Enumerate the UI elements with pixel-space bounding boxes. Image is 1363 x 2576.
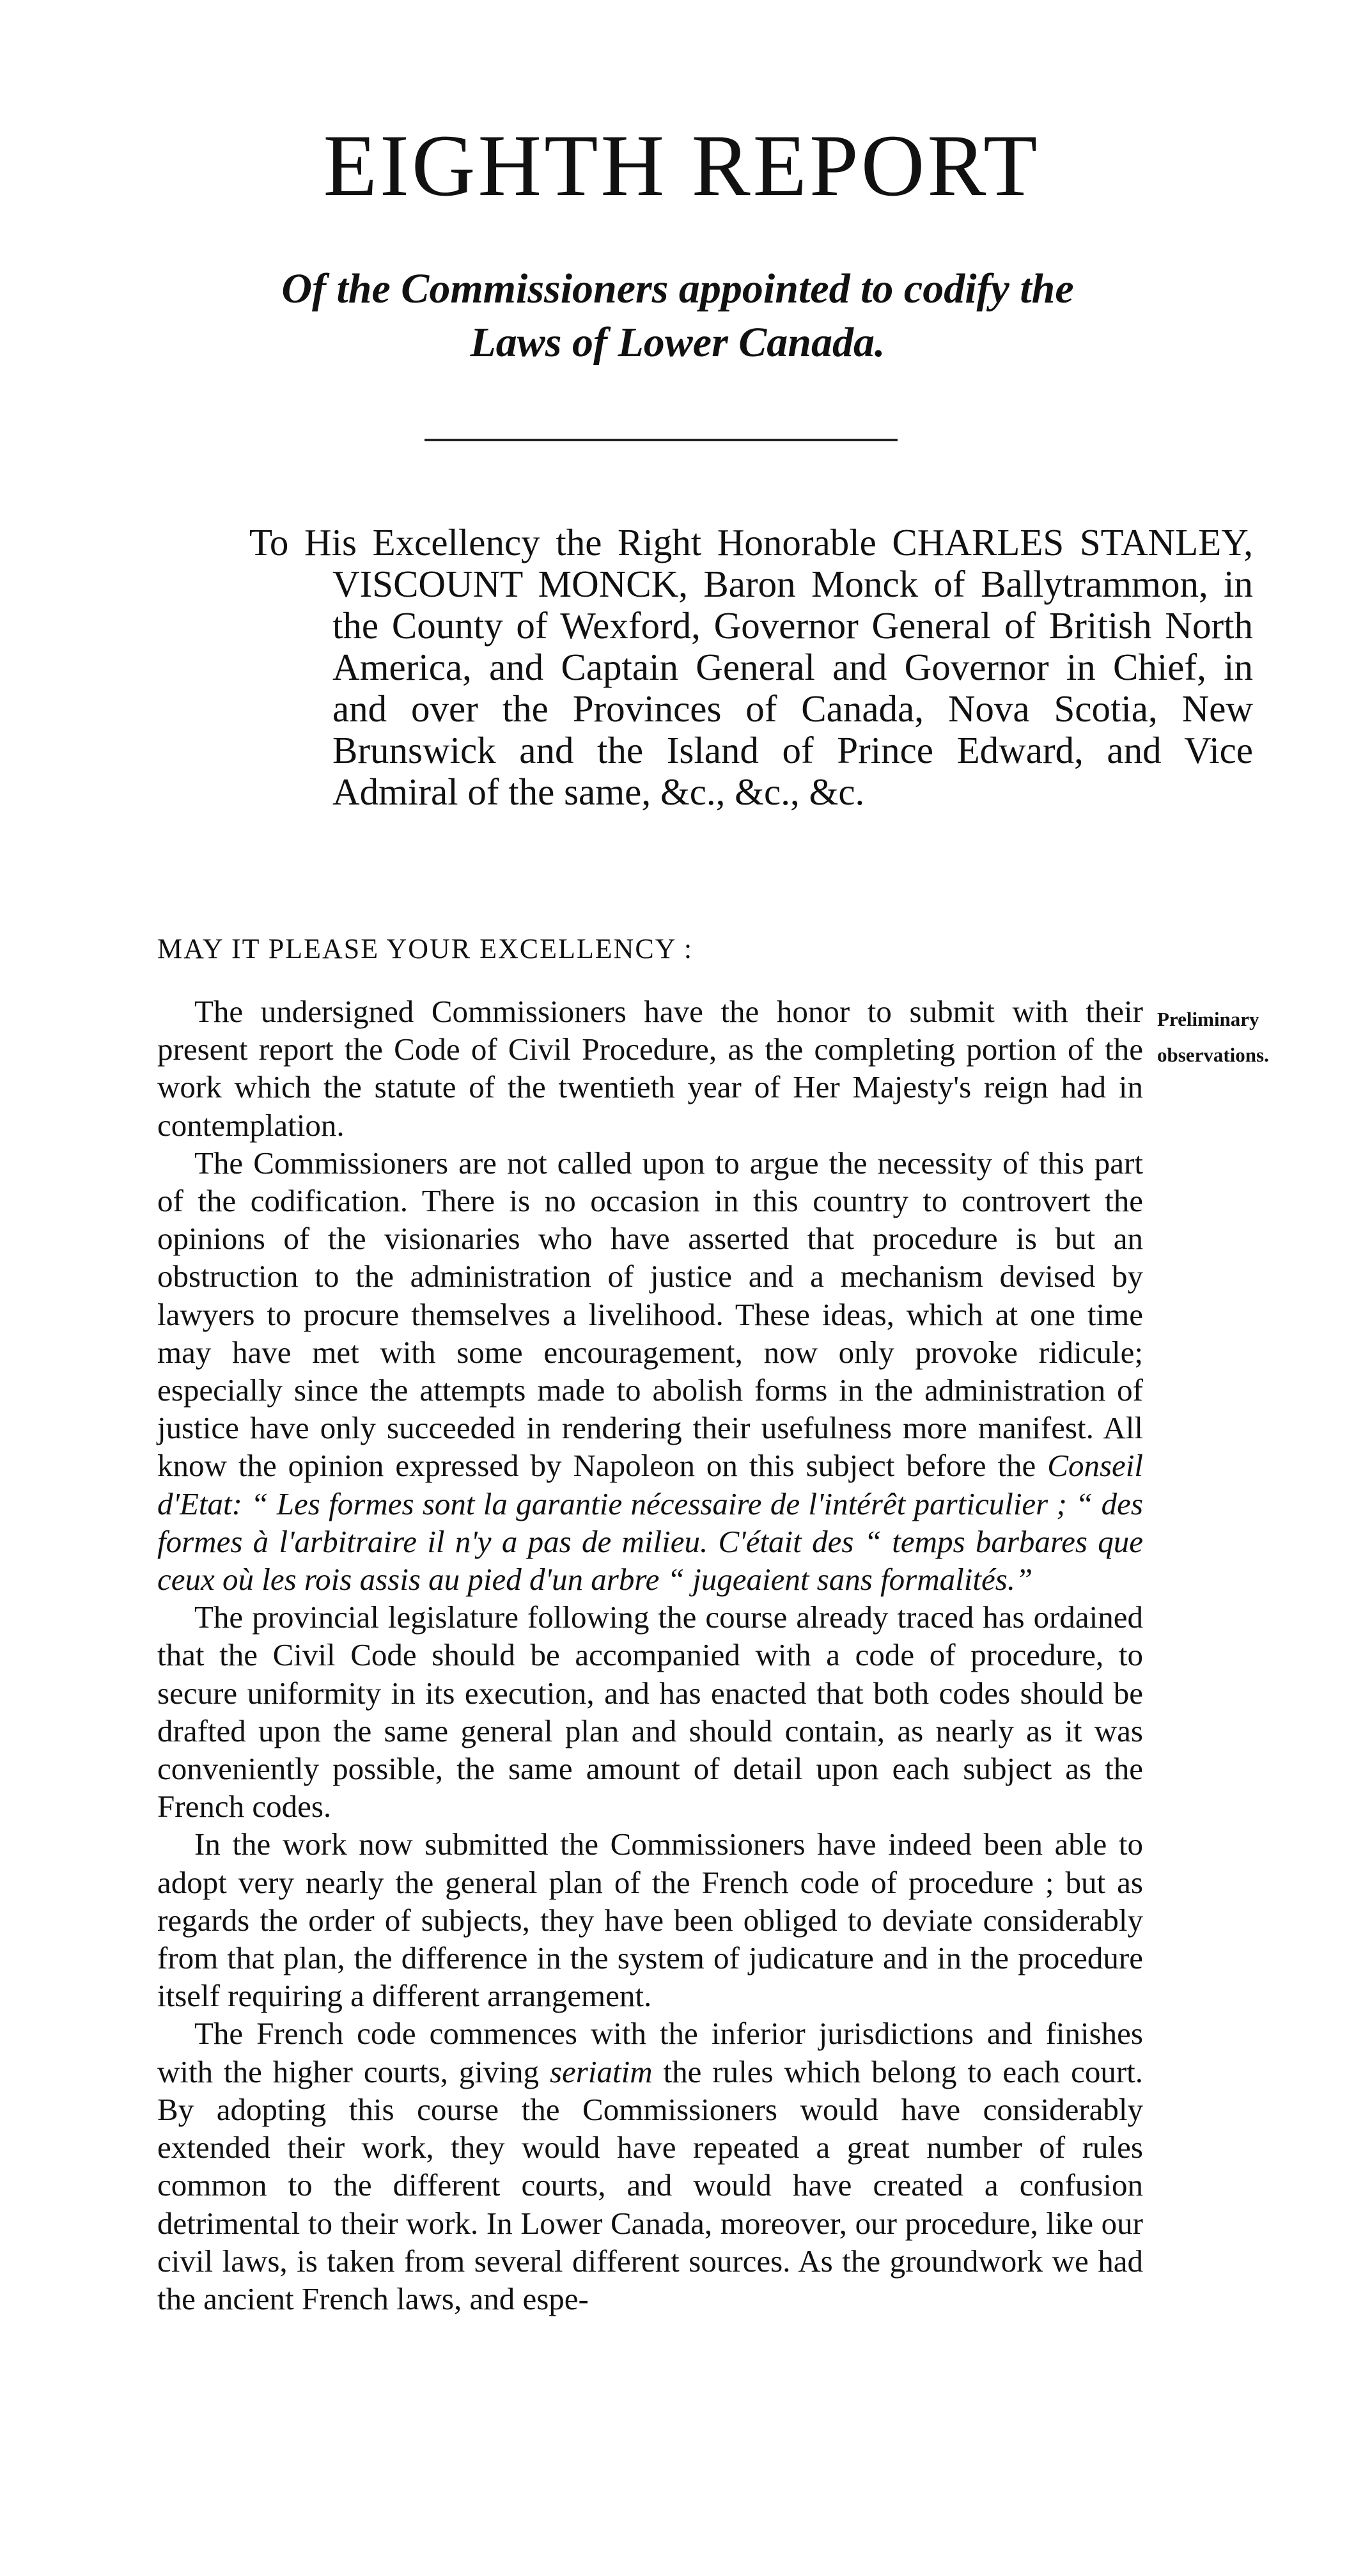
paragraph-3: The provincial legislature following the course already traced has ordained that the Civil Code should be accompanied with a code of procedure, to secure uniformity in its execution, and has enacted that both codes should be drafted upon the same general plan and should contain, as nearly as it was conveniently possible, the same amount of detail upon each subject as the French codes.	[157, 1599, 1143, 1825]
paragraph-5-end: the rules which belong to each court. By adopting this course the Commissioners would have considerably extended their work, they would have repeated a great number of rules common to the different courts, and would have created a confusion detrimental to their work. In Lower Canada, moreover, our procedure, like our civil laws, is taken from several different sources. As the groundwork we had the ancient French laws, and espe-	[157, 2054, 1144, 2316]
paragraph-5-start: The French code commences with the inferior jurisdictions and finishes with the higher courts, giving	[157, 2016, 1143, 2089]
paragraph-4: In the work now submitted the Commissioners have indeed been able to adopt very nearly the general plan of the French code of procedure ; but as regards the order of subjects, they have been obliged to deviate considerably from that plan, the difference in the system of judicature and in the procedure itself requiring a different arrangement.	[157, 1826, 1143, 2014]
title-divider	[424, 439, 898, 441]
paragraph-5	[157, 2014, 1143, 2318]
dedication-address: To His Excellency the Right Honorable CHARLES STANLEY, VISCOUNT MONCK, Baron Monck of Ballytrammon, in the County of Wexford, Governor General of British North America, and Captain General and Governor in Chief, in and over the Provinces of Canada, Nova Scotia, New Brunswick and the Island of Prince Edward, and Vice Admiral of the same, &c., &c., &c.	[249, 521, 1253, 813]
subtitle-line-1: Of the Commissioners appointed to codify the	[281, 265, 1074, 312]
paragraph-2	[157, 1144, 1143, 1598]
salutation: MAY IT PLEASE YOUR EXCELLENCY :	[157, 933, 694, 964]
report-title: EIGHTH REPORT	[323, 116, 1040, 214]
paragraph-2-text: The Commissioners are not called upon to argue the necessity of this part of the codification. There is no occasion in this country to controvert the opinions of the visionaries who have asserted that procedure is but an obstruction to the administration of justice and a mechanism devised by lawyers to procure themselves a livelihood. These ideas, which at one time may have met with some encouragement, now only provoke ridicule; especially since the attempts made to abolish forms in the administration of justice have only succeeded in rendering their usefulness more manifest. All know the opinion expressed by Napoleon on this subject before the	[157, 1145, 1143, 1484]
margin-note-line-2: observations.	[1157, 1044, 1269, 1066]
subtitle-line-2: Laws of Lower Canada.	[470, 319, 885, 366]
paragraph-1: The undersigned Commissioners have the honor to submit with their present report the Code of Civil Procedure, as the completing portion of the work which the statute of the twentieth year of Her Majesty's reign had in contemplation.	[157, 994, 1143, 1143]
napoleon-quote: “ Les formes sont la garantie nécessaire de l'intérêt particulier ; “ des formes à l'arbitraire il n'y a pas de milieu. C'était des “ temps barbares que ceux où les rois assis au pied d'un arbre “ jugeaient sans formalités.”	[157, 1486, 1143, 1598]
margin-note-line-1: Preliminary	[1157, 1008, 1259, 1030]
seriatim-term: seriatim	[549, 2054, 653, 2089]
report-body	[157, 993, 1143, 2318]
conseil-detat: Conseil d'Etat:	[157, 1448, 1144, 1521]
margin-note	[1157, 1001, 1355, 1073]
report-subtitle	[153, 262, 1202, 370]
